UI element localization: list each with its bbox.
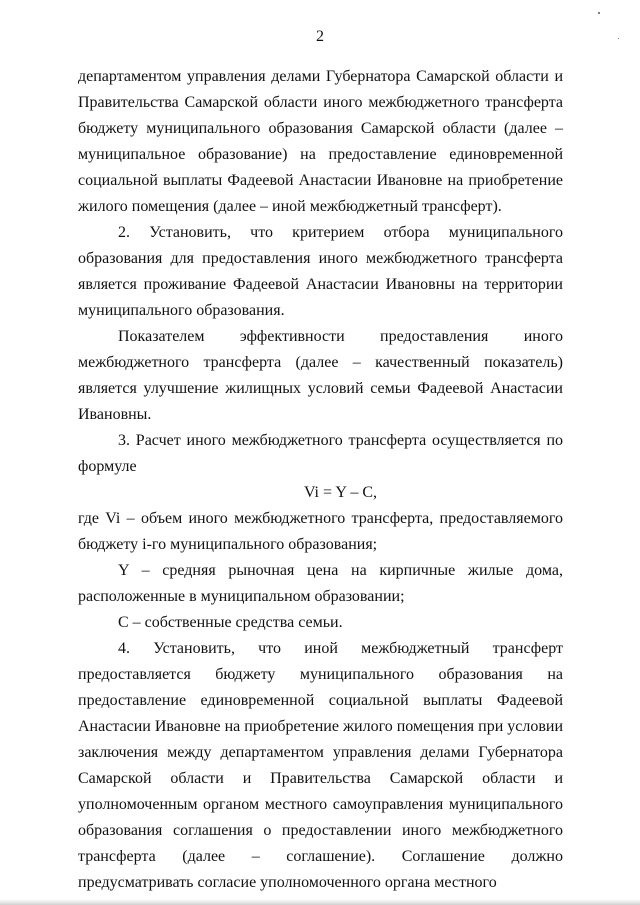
paragraph-item-4: 4. Установить, что иной межбюджетный трансферт предоставляется бюджету муниципального образования на предоставление единовременной социальной выплаты Фадеевой Анастасии Ивановне на приобретение жилого помещения при условии заключения между департаментом управления делами Губернатора Самарской области и Правительства Самарской области и уполномоченным органом местного самоуправления муниципального образования соглашения о предоставлении иного межбюджетного трансферта (далее – соглашение). Соглашение должно предусматривать согласие уполномоченного органа местного xyxy=(78,640,564,891)
document-body xyxy=(78,64,563,896)
paragraph-intro-continuation: департаментом управления делами Губернатора Самарской области и Правительства Самарской области иного межбюджетного трансферта бюджету муниципального образования Самарской области (далее – муниципальное образование) на предоставление единовременной социальной выплаты Фадеевой Анастасии Ивановне на приобретение жилого помещения (далее – иной межбюджетный трансферт). xyxy=(78,68,563,215)
paragraph-item-3: 3. Расчет иного межбюджетного трансферта осуществляется по формуле xyxy=(78,432,563,475)
paragraph-formula-y: Y – средняя рыночная цена на кирпичные жилые дома, расположенные в муниципальном образовании; xyxy=(78,562,563,605)
paragraph-item-2: 2. Установить, что критерием отбора муниципального образования для предоставления иного межбюджетного трансферта является проживание Фадеевой Анастасии Ивановны на территории муниципального образования. xyxy=(78,224,563,319)
formula: Vi = Y – C, xyxy=(303,484,378,501)
paragraph-formula-c: С – собственные средства семьи. xyxy=(118,614,343,631)
page-number: 2 xyxy=(316,28,324,45)
scan-speck xyxy=(598,12,600,14)
paragraph-formula-vi: где Vi – объем иного межбюджетного трансферта, предоставляемого бюджету i-го муниципального образования; xyxy=(78,510,563,553)
scan-bottom-edge xyxy=(0,899,640,905)
scan-speck xyxy=(618,38,619,39)
paragraph-efficiency-indicator: Показателем эффективности предоставления иного межбюджетного трансферта (далее – качественный показатель) является улучшение жилищных условий семьи Фадеевой Анастасии Ивановны. xyxy=(78,328,563,423)
